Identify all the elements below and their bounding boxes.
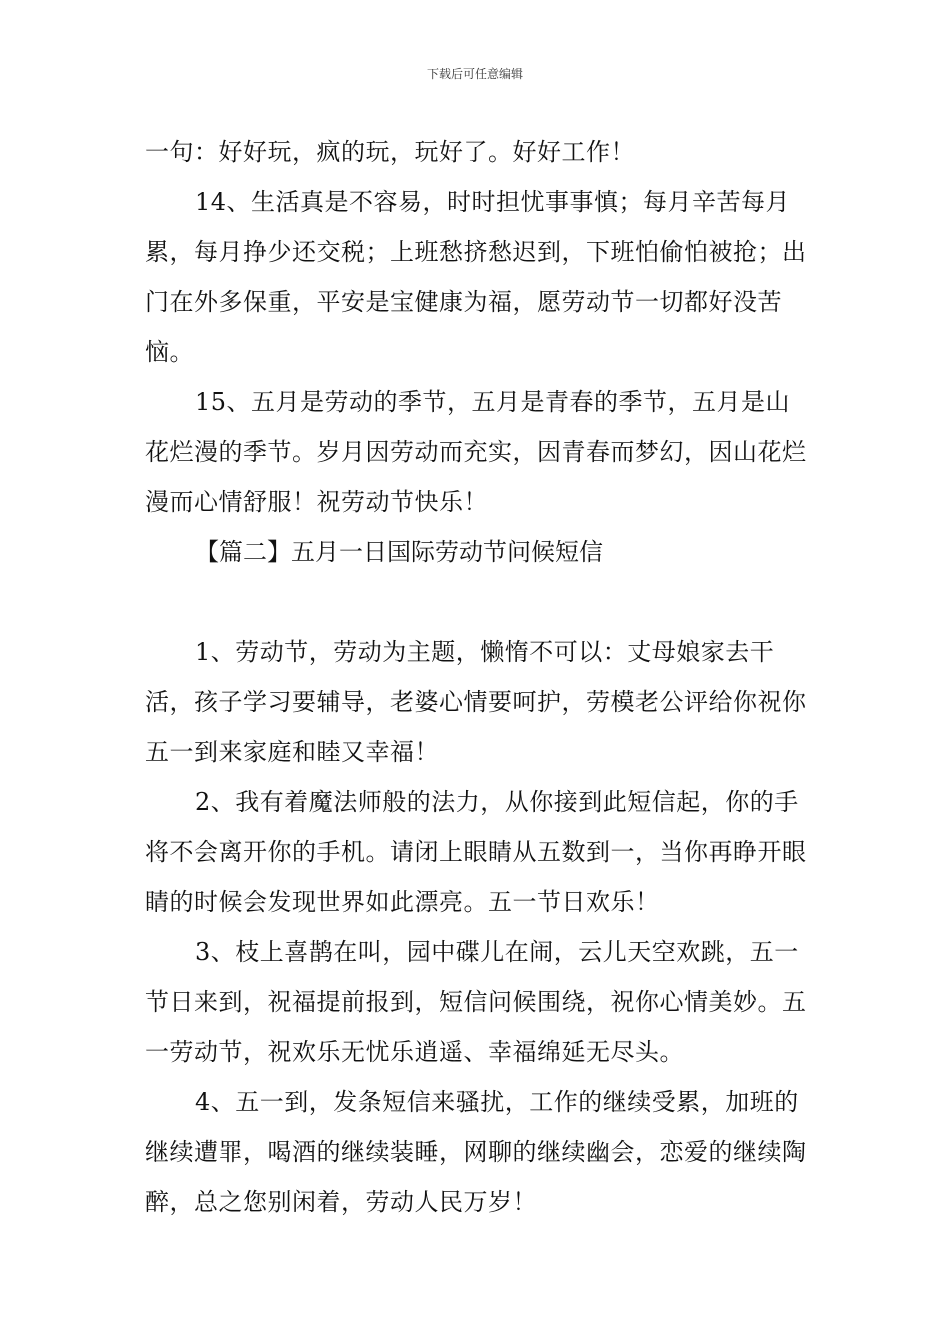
section-spacer [145, 577, 810, 627]
paragraph-item-1: 1、劳动节，劳动为主题，懒惰不可以：丈母娘家去干活，孩子学习要辅导，老婆心情要呵护，劳模老公评给你祝你五一到来家庭和睦又幸福！ [145, 638, 807, 766]
paragraph-item-15: 15、五月是劳动的季节，五月是青春的季节，五月是山花烂漫的季节。岁月因劳动而充实，因青春而梦幻，因山花烂漫而心情舒服！祝劳动节快乐！ [145, 388, 807, 516]
document-body [145, 127, 810, 1227]
paragraph-item-4: 4、五一到，发条短信来骚扰，工作的继续受累，加班的继续遭罪，喝酒的继续装睡，网聊的继续幽会，恋爱的继续陶醉，总之您别闲着，劳动人民万岁！ [145, 1088, 807, 1216]
paragraph-continuation: 一句：好好玩，疯的玩，玩好了。好好工作！ [145, 138, 635, 166]
paragraph-item-14: 14、生活真是不容易，时时担忧事事慎；每月辛苦每月累，每月挣少还交税；上班愁挤愁迟到，下班怕偷怕被抢；出门在外多保重，平安是宝健康为福，愿劳动节一切都好没苦恼。 [145, 188, 807, 366]
paragraph-item-2: 2、我有着魔法师般的法力，从你接到此短信起，你的手将不会离开你的手机。请闭上眼睛从五数到一，当你再睁开眼睛的时候会发现世界如此漂亮。五一节日欢乐！ [145, 788, 807, 916]
section-title: 【篇二】五月一日国际劳动节问候短信 [195, 538, 603, 566]
paragraph-item-3: 3、枝上喜鹊在叫，园中碟儿在闹，云儿天空欢跳，五一节日来到，祝福提前报到，短信问候围绕，祝你心情美妙。五一劳动节，祝欢乐无忧乐逍遥、幸福绵延无尽头。 [145, 938, 807, 1066]
page-header: 下载后可任意编辑 [426, 67, 523, 81]
